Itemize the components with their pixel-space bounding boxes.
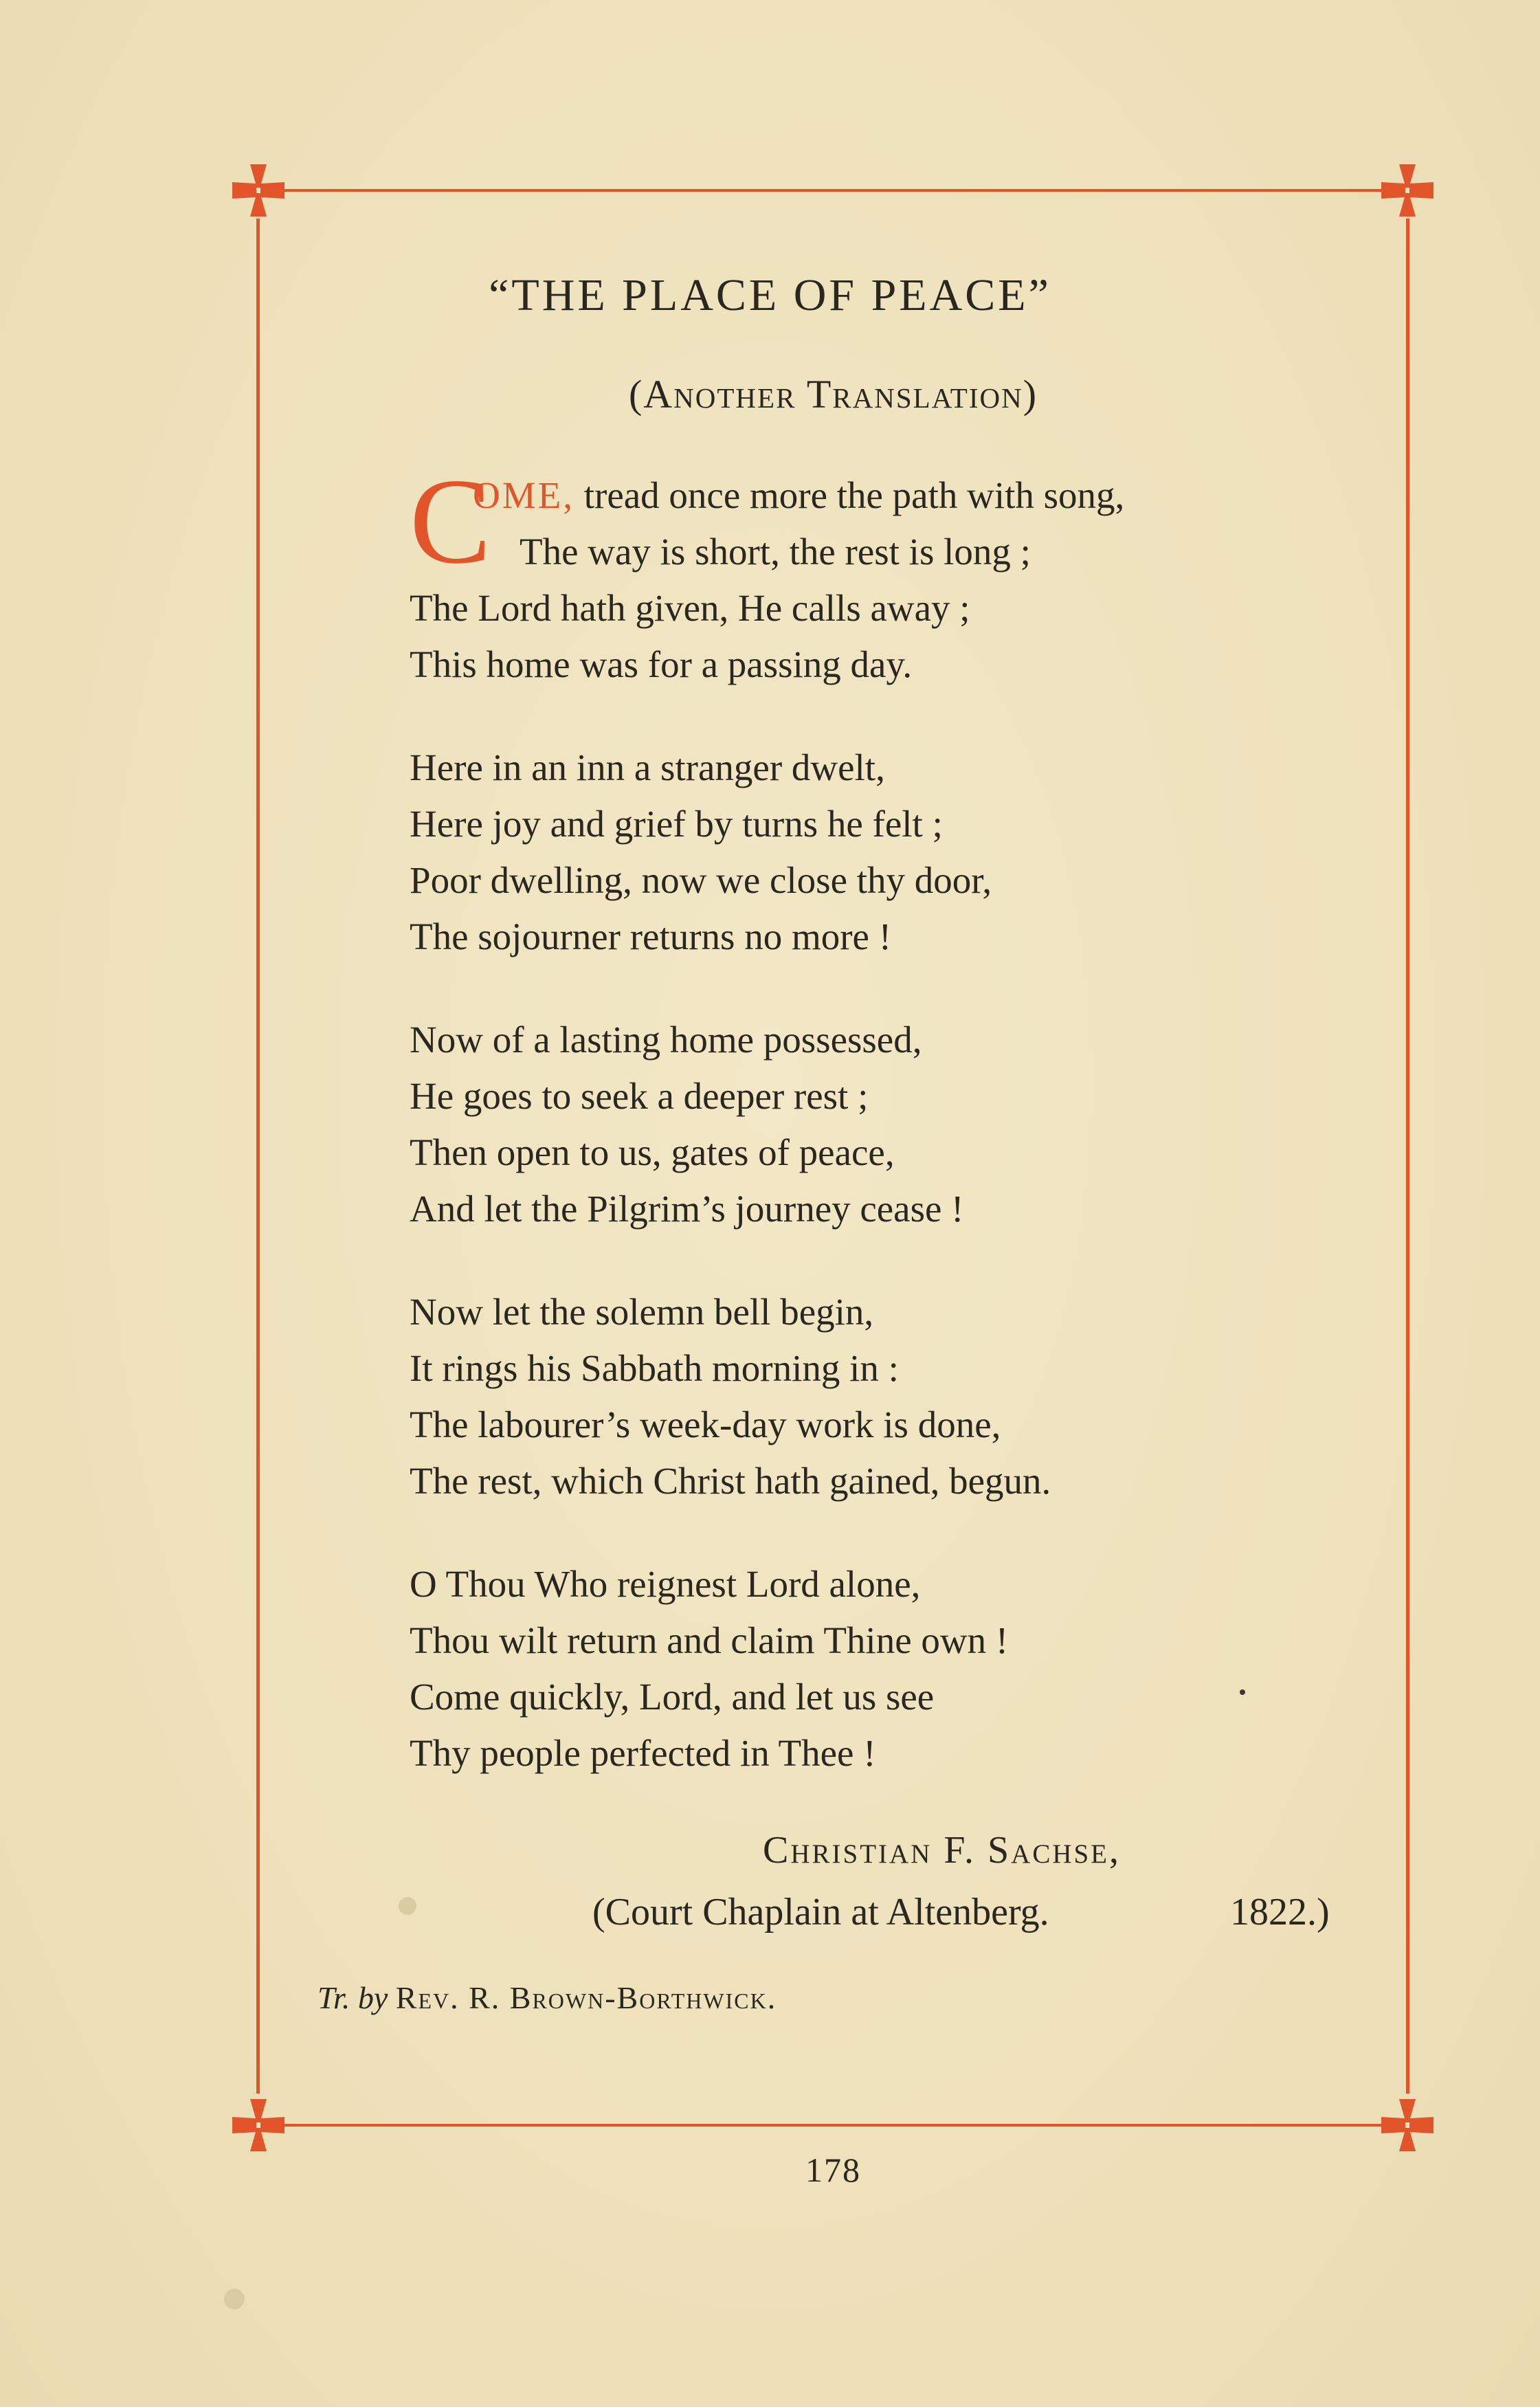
poem-line: Thou wilt return and claim Thine own ! xyxy=(410,1619,1009,1661)
frame-right-rule xyxy=(1406,219,1409,2094)
drop-cap: C xyxy=(410,453,491,589)
poem-line: The labourer’s week-day work is done, xyxy=(410,1404,1001,1445)
frame-bottom-rule xyxy=(284,2124,1391,2127)
poem-line: The sojourner returns no more ! xyxy=(410,916,892,957)
author-year: 1822.) xyxy=(1230,1891,1330,1933)
poem-opening xyxy=(410,453,1399,589)
page-subtitle: (Another Translation) xyxy=(628,372,1038,417)
stanza xyxy=(410,1012,1399,1237)
maltese-cross-icon xyxy=(230,162,287,219)
poem-line: It rings his Sabbath morning in : xyxy=(410,1347,899,1389)
poem-line: Now let the solemn bell begin, xyxy=(410,1291,874,1333)
poem-line: Now of a lasting home possessed, xyxy=(410,1019,922,1061)
maltese-cross-icon xyxy=(230,2096,287,2154)
author-note: (Court Chaplain at Altenberg. xyxy=(592,1891,1049,1933)
first-line-text: tread once more the path with song, xyxy=(574,474,1125,516)
stanza xyxy=(410,1556,1399,1782)
frame-left-rule xyxy=(256,219,260,2094)
paper-speck xyxy=(224,2289,245,2309)
page-title: “THE PLACE OF PEACE” xyxy=(489,270,1051,320)
poem-line: The way is short, the rest is long ; xyxy=(520,531,1031,573)
stanza xyxy=(410,453,1399,693)
poem-line: Thy people perfected in Thee ! xyxy=(410,1732,876,1774)
poem-line: Come quickly, Lord, and let us see xyxy=(410,1676,935,1718)
poem-line: And let the Pilgrim’s journey cease ! xyxy=(410,1188,964,1230)
poem-line xyxy=(410,467,1399,524)
stanza xyxy=(410,740,1399,965)
page-number: 178 xyxy=(805,2151,861,2189)
poem-body xyxy=(410,453,1399,1828)
translator-name: Rev. R. Brown-Borthwick. xyxy=(395,1980,777,2015)
poem-line: O Thou Who reignest Lord alone, xyxy=(410,1563,921,1605)
poem-line: The rest, which Christ hath gained, begun. xyxy=(410,1460,1051,1502)
stanza xyxy=(410,1284,1399,1509)
poem-line: Then open to us, gates of peace, xyxy=(410,1131,895,1173)
translator-credit xyxy=(317,1979,777,2016)
frame-top-rule xyxy=(284,189,1391,192)
poem-line: He goes to seek a deeper rest ; xyxy=(410,1075,869,1117)
maltese-cross-icon xyxy=(1379,2096,1436,2154)
poem-line: This home was for a passing day. xyxy=(410,643,913,685)
maltese-cross-icon xyxy=(1379,162,1436,219)
paper-speck xyxy=(399,1897,416,1915)
poem-line: Here in an inn a stranger dwelt, xyxy=(410,746,885,788)
poem-line: Here joy and grief by turns he felt ; xyxy=(410,803,943,845)
translator-prefix: Tr. by xyxy=(317,1980,388,2015)
paper-speck xyxy=(1240,1689,1245,1695)
poem-line: The Lord hath given, He calls away ; xyxy=(410,587,970,629)
author-name: Christian F. Sachse, xyxy=(763,1829,1121,1872)
poem-line: Poor dwelling, now we close thy door, xyxy=(410,859,992,901)
first-word: OME, xyxy=(473,474,574,516)
